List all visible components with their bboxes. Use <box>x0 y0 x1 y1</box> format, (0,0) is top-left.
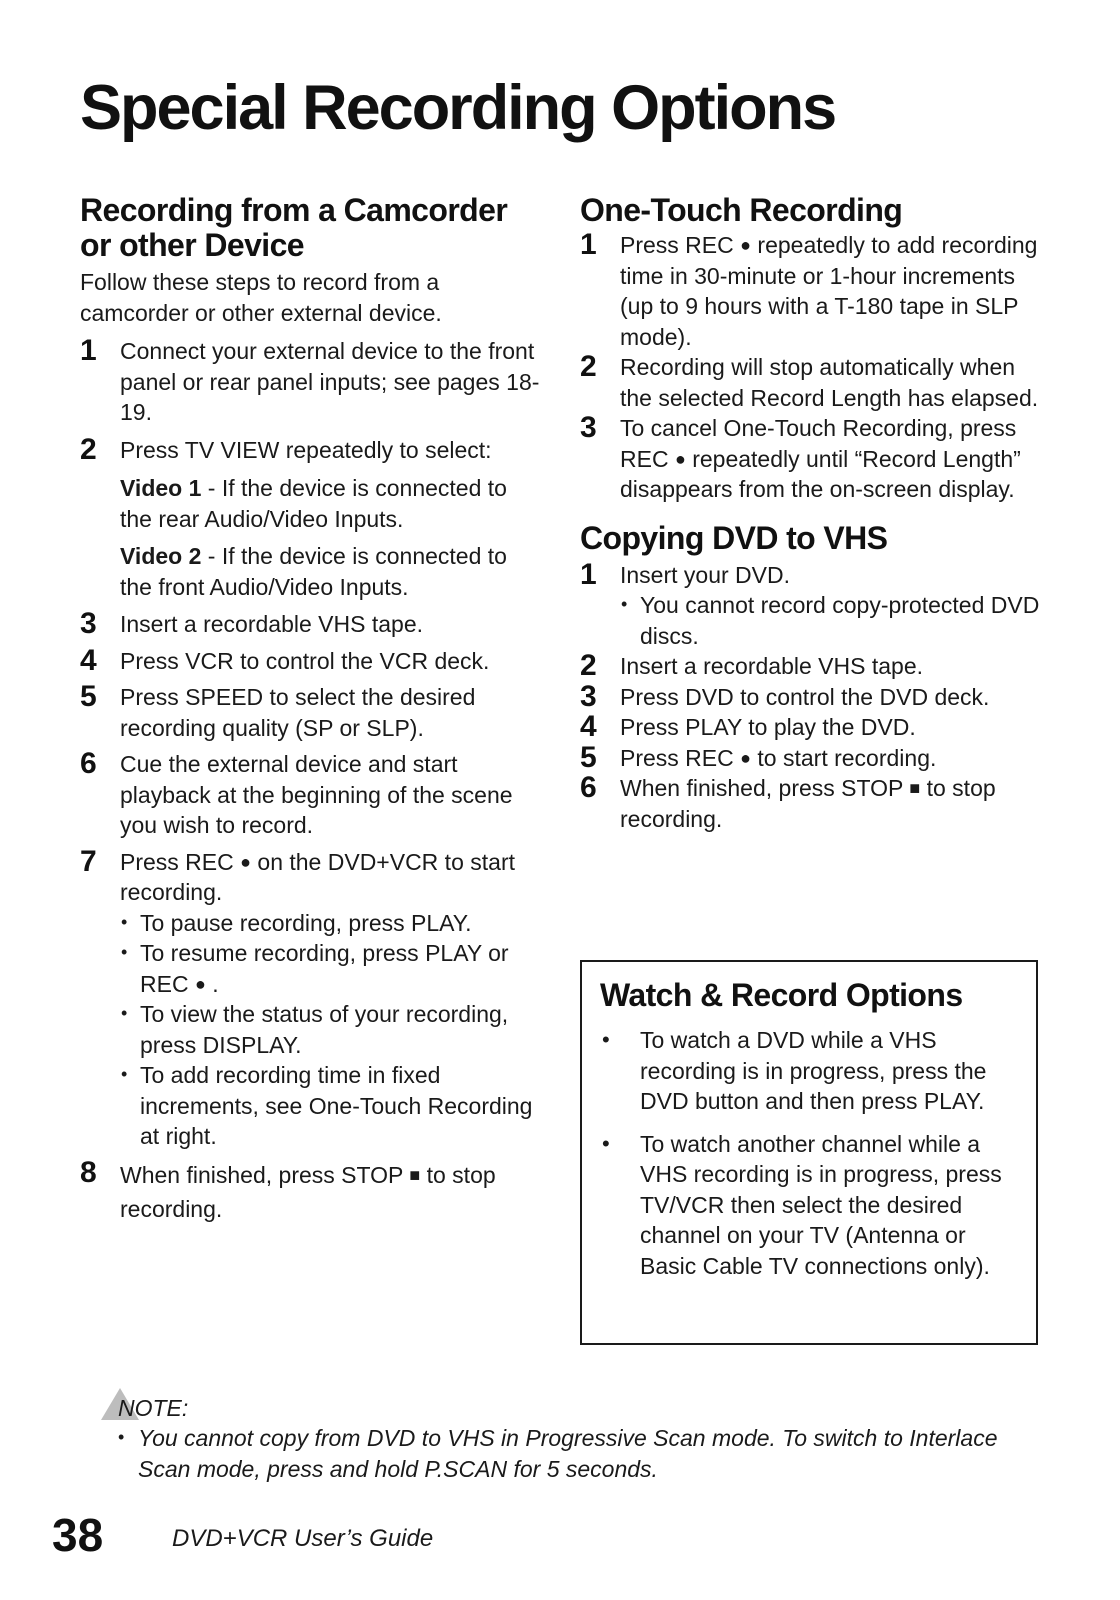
step-number: 8 <box>80 1155 97 1189</box>
step-text-start: To cancel One-Touch Recording, press REC <box>620 415 1017 472</box>
note-list <box>100 1423 1040 1485</box>
step-number: 5 <box>80 680 97 713</box>
step-number: 1 <box>80 334 97 367</box>
camcorder-heading-line1: Recording from a Camcorder <box>80 192 508 228</box>
camcorder-heading <box>80 193 542 263</box>
stop-square-icon: ■ <box>909 778 921 798</box>
step-item <box>80 432 542 603</box>
step-item <box>80 609 542 640</box>
sub-bullet: • To add recording time in fixed increments, see One-Touch Recording at right. <box>120 1060 542 1152</box>
step-item <box>580 679 1040 713</box>
step-text-end: repeatedly to add recording time in 30-minute or 1-hour increments (up to 9 hours with a T-180 tape in SLP mode). <box>620 232 1038 350</box>
step-text: Press PLAY to play the DVD. <box>620 714 916 740</box>
record-dot-icon: ● <box>740 235 752 255</box>
note-item: • You cannot copy from DVD to VHS in Progressive Scan mode. To switch to Interlace Scan mode, press and hold P.SCAN for 5 seconds. <box>100 1423 1040 1485</box>
list-item: • To watch another channel while a VHS recording is in progress, press TV/VCR then select the desired channel on your TV (Antenna or Basic Cable TV connections only). <box>600 1129 1018 1282</box>
step-text: Press SPEED to select the desired recording quality (SP or SLP). <box>120 684 476 741</box>
step-text: Insert a recordable VHS tape. <box>120 611 423 637</box>
record-dot-icon: ● <box>740 747 752 768</box>
step-number: 2 <box>580 350 597 383</box>
step-text-end: to stop recording. <box>120 1161 496 1222</box>
step-text: Recording will stop automatically when the selected Record Length has elapsed. <box>620 354 1039 411</box>
record-dot-icon: ● <box>194 973 206 994</box>
step-number: 2 <box>580 649 597 682</box>
sub-bullet: • To pause recording, press PLAY. <box>120 908 542 939</box>
stop-square-icon: ■ <box>409 1164 421 1185</box>
step-number: 3 <box>80 607 97 640</box>
step-text-start: Press REC <box>620 232 734 258</box>
step-item <box>80 844 542 1152</box>
step-item <box>580 557 1040 652</box>
step-item <box>80 643 542 677</box>
guide-title: DVD+VCR User’s Guide <box>172 1525 434 1552</box>
step-number: 1 <box>580 228 597 261</box>
camcorder-heading-line2: or other Device <box>80 227 304 263</box>
step-item <box>580 352 1040 413</box>
watch-record-box <box>580 960 1038 1345</box>
step-number: 2 <box>80 432 97 466</box>
step-text-start: Press REC <box>120 848 234 875</box>
watch-record-heading: Watch & Record Options <box>600 977 963 1013</box>
sub-bullet: • To view the status of your recording, press DISPLAY. <box>120 999 542 1060</box>
sub-bullet: • You cannot record copy-protected DVD discs. <box>620 590 1040 651</box>
step-item <box>580 712 1040 743</box>
video2-text: - If the device is connected to the front Audio/Video Inputs. <box>120 543 507 600</box>
step-number: 6 <box>80 747 97 780</box>
step-text: Connect your external device to the front panel or rear panel inputs; see pages 18-19. <box>120 338 540 425</box>
step-text-start: When finished, press STOP <box>120 1161 403 1188</box>
step-text: Press VCR to control the VCR deck. <box>120 647 490 674</box>
step-number: 6 <box>580 771 597 804</box>
step-item <box>80 336 542 428</box>
step-item <box>580 413 1040 505</box>
step-text: Press DVD to control the DVD deck. <box>620 683 990 710</box>
step-number: 1 <box>580 557 597 591</box>
page-number: 38 <box>52 1509 104 1561</box>
step-number: 3 <box>580 411 597 444</box>
step-text: Cue the external device and start playback at the beginning of the scene you wish to record. <box>120 751 513 838</box>
copying-heading: Copying DVD to VHS <box>580 519 888 556</box>
video1-option <box>120 473 542 534</box>
step-item <box>580 651 1040 682</box>
sub-bullet: • To resume recording, press PLAY or REC ● . <box>120 938 542 999</box>
page-title: Special Recording Options <box>80 73 836 143</box>
step-sub-bullets <box>620 590 1040 651</box>
step-text-end: to start recording. <box>757 744 937 771</box>
note-label: NOTE: <box>118 1395 189 1421</box>
camcorder-intro: Follow these steps to record from a camcorder or other external device. <box>80 269 442 326</box>
step-number: 5 <box>580 740 597 774</box>
step-text-end: on the DVD+VCR to start recording. <box>120 848 515 905</box>
step-item <box>80 1155 542 1226</box>
step-text-start: When finished, press STOP <box>620 775 903 801</box>
step-number: 7 <box>80 844 97 878</box>
watch-record-list <box>600 1025 1018 1281</box>
step-number: 4 <box>580 710 597 743</box>
step-item <box>580 230 1040 352</box>
note-section <box>100 1393 1040 1485</box>
one-touch-heading: One-Touch Recording <box>580 192 903 228</box>
step-item <box>80 749 542 841</box>
video1-text: - If the device is connected to the rear Audio/Video Inputs. <box>120 475 507 532</box>
step-text: Insert your DVD. <box>620 561 790 588</box>
camcorder-steps <box>80 336 542 1226</box>
step-text: Insert a recordable VHS tape. <box>620 653 923 679</box>
step-text-start: Press REC <box>620 744 734 771</box>
step-item <box>580 773 1040 834</box>
video2-option <box>120 541 542 602</box>
step-sub-bullets <box>120 908 542 1152</box>
record-dot-icon: ● <box>674 448 686 469</box>
step-text-end: repeatedly until “Record Length” disappears from the on-screen display. <box>620 445 1021 502</box>
step-text-end: to stop recording. <box>620 775 996 832</box>
step-text: Press TV VIEW repeatedly to select: <box>120 436 492 463</box>
step-item <box>580 740 1040 774</box>
record-dot-icon: ● <box>240 851 252 872</box>
list-item: • To watch a DVD while a VHS recording is in progress, press the DVD button and then press PLAY. <box>600 1025 1018 1117</box>
step-number: 3 <box>580 679 597 713</box>
video2-label: Video 2 <box>120 543 202 569</box>
one-touch-section <box>580 193 1040 834</box>
copying-steps <box>580 557 1040 835</box>
step-number: 4 <box>80 643 97 677</box>
camcorder-section <box>80 193 542 1226</box>
video1-label: Video 1 <box>120 475 202 501</box>
step-item <box>80 682 542 743</box>
one-touch-steps <box>580 230 1040 505</box>
